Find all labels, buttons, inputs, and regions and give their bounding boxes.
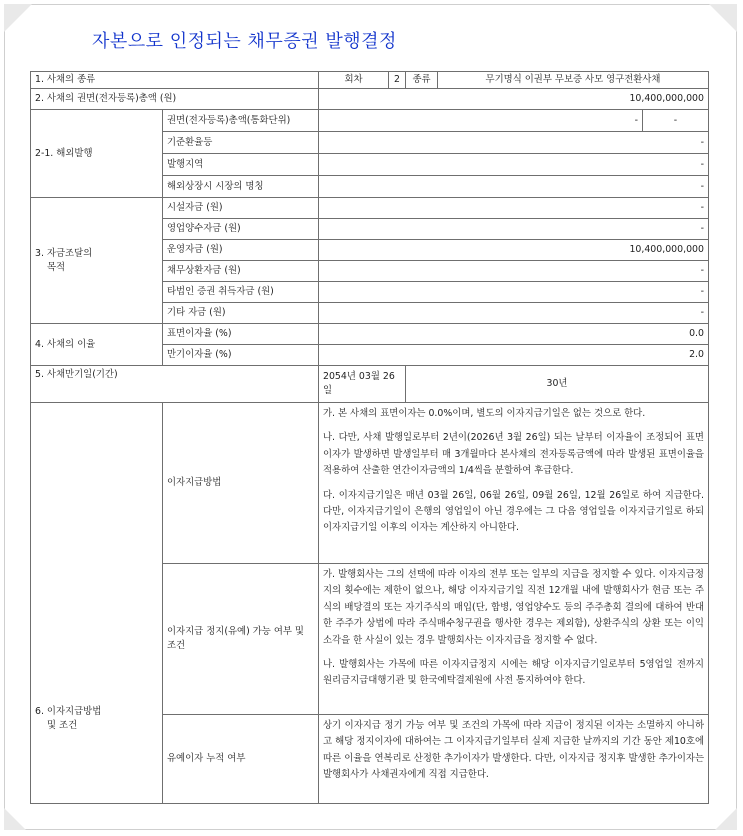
item-label: 운영자금 (원) (163, 240, 319, 261)
item-value: 0.0 (319, 324, 709, 345)
corner-decoration (709, 4, 737, 32)
item-value: - (319, 303, 709, 324)
row-label: 5. 사채만기일(기간) (31, 366, 319, 403)
corner-decoration (4, 4, 32, 32)
series-label: 회차 (319, 72, 389, 89)
item-label: 이자지급방법 (163, 403, 319, 564)
row-value: 10,400,000,000 (319, 89, 709, 110)
item-label: 기타 자금 (원) (163, 303, 319, 324)
document-title: 자본으로 인정되는 채무증권 발행결정 (92, 31, 397, 52)
row-label: 1. 사채의 종류 (31, 72, 319, 89)
disclosure-table (30, 71, 709, 804)
item-value: - (319, 154, 709, 176)
table-row (31, 403, 709, 564)
item-value-secondary: - (643, 110, 709, 132)
table-row (31, 110, 709, 132)
table-row (31, 198, 709, 219)
item-value: - (319, 176, 709, 198)
table-row (31, 72, 709, 89)
item-label: 해외상장시 시장의 명칭 (163, 176, 319, 198)
paragraph: 가. 발행회사는 그의 선택에 따라 이자의 전부 또는 일부의 지급을 정지할 수 있다. 이자지급정지의 횟수에는 제한이 없으나, 해당 이자지급기일 직전 12개월 내에 발행회사가 현금 또는 주식의 배당결의 또는 자기주식의 매입(단, 합병, 영업양수도 등의 주주총회 결의에 대하여 반대한 주주가 상법에 따라 주식매수청구권을 행사한 경우는 제외함), 상환주식의 상환 또는 이익소각을 한 사실이 있는 경우 발행회사는 이자지급을 정지할 수 없다. (323, 569, 704, 646)
group-label-line: 및 조건 (47, 720, 78, 731)
item-label: 표면이자율 (%) (163, 324, 319, 345)
group-label: 4. 사채의 이율 (31, 324, 163, 366)
item-value: - (319, 198, 709, 219)
item-value: 2.0 (319, 345, 709, 366)
item-label: 유예이자 누적 여부 (163, 715, 319, 804)
item-value: - (319, 219, 709, 240)
paragraph: 다. 이자지급기일은 매년 03월 26일, 06월 26일, 09월 26일, 12월 26일로 하여 지급한다. 다만, 이자지급기일이 은행의 영업일이 아닌 경우에는 그 다음 영업일을 이자지급기일로 하되 이자지급기일 이후의 이자는 계산하지 아니한다. (323, 489, 704, 534)
item-label: 채무상환자금 (원) (163, 261, 319, 282)
maturity-date: 2054년 03월 26일 (319, 366, 406, 403)
item-label: 발행지역 (163, 154, 319, 176)
item-label: 권면(전자등록)총액(통화단위) (163, 110, 319, 132)
paragraph: 나. 발행회사는 가목에 따른 이자지급정지 시에는 해당 이자지급기일로부터 5영업일 전까지 원리금지급대행기관 및 한국예탁결제원에 사전 통지하여야 한다. (323, 659, 704, 687)
paragraph: 상기 이자지급 정기 가능 여부 및 조건의 가목에 따라 지급이 정지된 이자는 소멸하지 아니하고 해당 정지이자에 대하여는 그 이자지급기일부터 실제 지급한 날까지의 기간 동안 제10호에 따른 이율을 연복리로 산정한 추가이자가 발생한다. 다만, 이자지급 정지후 발생한 추가이자는 발행회사가 사채권자에게 직접 지급한다. (323, 720, 704, 781)
group-label (31, 403, 163, 804)
item-label: 이자지급 정지(유예) 가능 여부 및 조건 (163, 564, 319, 715)
paragraph: 가. 본 사채의 표면이자는 0.0%이며, 별도의 이자지급기일은 없는 것으로 한다. (323, 408, 646, 419)
kind-value: 무기명식 이권부 무보증 사모 영구전환사채 (438, 72, 709, 89)
item-value: - (319, 282, 709, 303)
kind-label: 종류 (406, 72, 438, 89)
item-label: 만기이자율 (%) (163, 345, 319, 366)
group-label-line: 목적 (47, 261, 66, 273)
paragraph: 나. 다만, 사채 발행일로부터 2년이(2026년 3월 26일) 되는 날부터 이자율이 조정되어 표면이자가 발생하면 발생일부터 매 3개월마다 본사채의 전자등록금액에 따라 발생된 표면이율을 적용하여 산출한 연간이자금액의 1/4씩을 분할하여 후급한다. (323, 432, 704, 477)
table-row (31, 89, 709, 110)
item-value: - (319, 132, 709, 154)
corner-decoration (715, 808, 737, 830)
item-label: 영업양수자금 (원) (163, 219, 319, 240)
maturity-period: 30년 (406, 366, 709, 403)
row-label: 2. 사채의 권면(전자등록)총액 (원) (31, 89, 319, 110)
group-label-line: 6. 이자지급방법 (35, 706, 102, 717)
group-label: 2-1. 해외발행 (31, 110, 163, 198)
item-value: - (319, 110, 643, 132)
table-row (31, 366, 709, 403)
item-label: 타법인 증권 취득자금 (원) (163, 282, 319, 303)
item-text (319, 403, 709, 564)
group-label-line: 3. 자금조달의 (35, 247, 93, 259)
group-label (31, 198, 163, 324)
item-label: 시설자금 (원) (163, 198, 319, 219)
item-text (319, 564, 709, 715)
item-text (319, 715, 709, 804)
item-value: - (319, 261, 709, 282)
corner-decoration (4, 808, 26, 830)
table-row (31, 324, 709, 345)
item-label: 기준환율등 (163, 132, 319, 154)
item-value: 10,400,000,000 (319, 240, 709, 261)
series-value: 2 (389, 72, 406, 89)
